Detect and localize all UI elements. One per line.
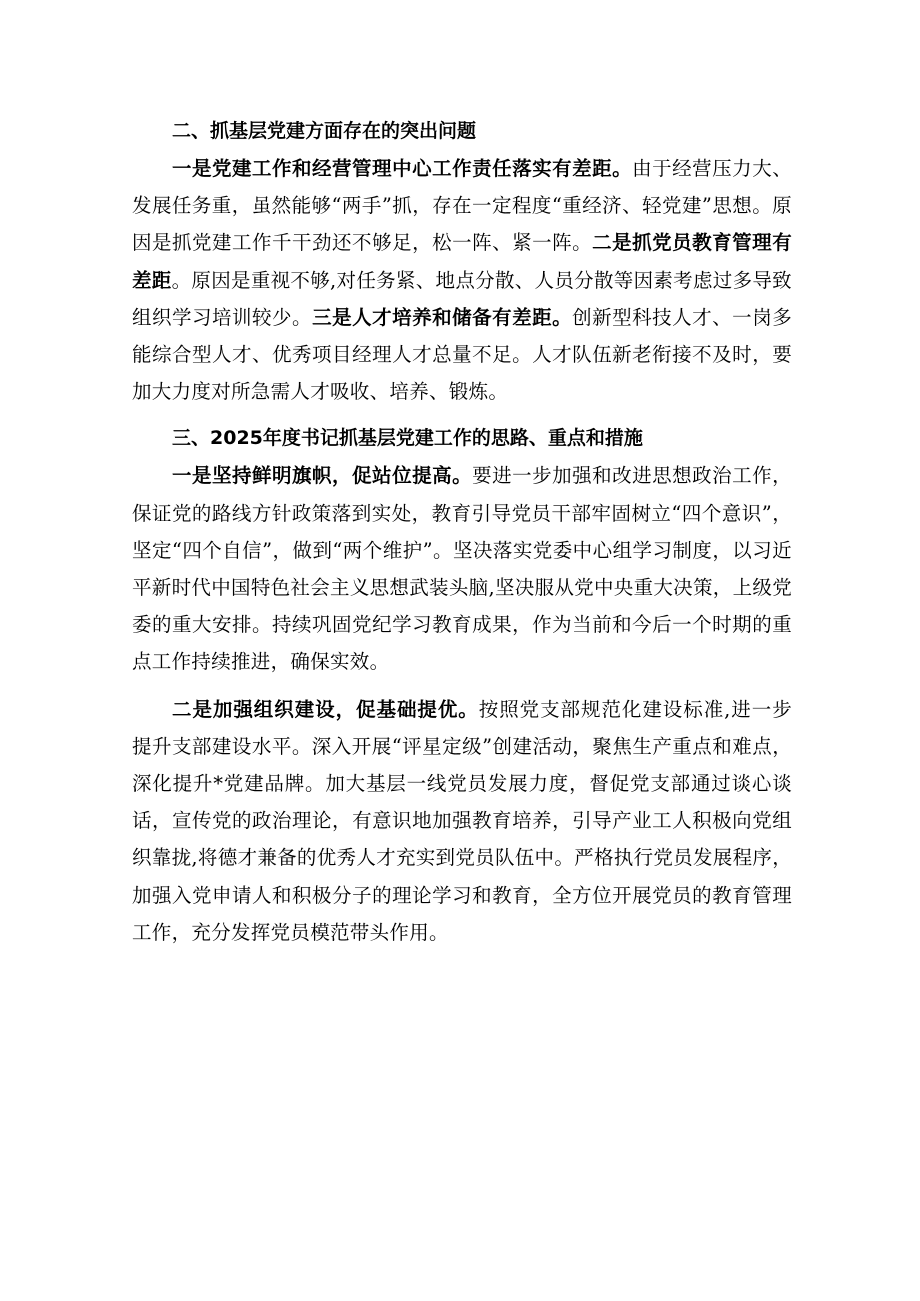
- measure-2-text: 按照党支部规范化建设标准,进一步提升支部建设水平。深入开展“评星定级”创建活动，聚焦生产重点和难点，深化提升*党建品牌。加大基层一线党员发展力度，督促党支部通过谈心谈话，宣传党的政治理论，有意识地加强教育培养，引导产业工人积极向党组织靠拢,将德才兼备的优秀人才充实到党员队伍中。严格执行党员发展程序，加强入党申请人和积极分子的理论学习和教育，全方位开展党员的教育管理工作，充分发挥党员模范带头作用。: [132, 697, 792, 944]
- measure-1-title: 一是坚持鲜明旗帜，促站位提高。: [172, 464, 473, 488]
- spacer: [132, 681, 792, 691]
- section-3-paragraph-1: [132, 457, 792, 680]
- measure-2-title: 二是加强组织建设，促基础提优。: [172, 697, 479, 721]
- point-2-title: 二是抓党员教育管理有差距: [132, 231, 792, 292]
- point-2-text: 。原因是重视不够,对任务紧、地点分散、人员分散等因素考虑过多导致组织学习培训较少。: [132, 268, 792, 329]
- section-2-paragraph: [132, 150, 792, 410]
- section-2-heading: 二、抓基层党建方面存在的突出问题: [172, 120, 477, 142]
- point-3-title: 三是人才培养和储备有差距。: [312, 305, 573, 329]
- section-3-heading: 三、2025年度书记抓基层党建工作的思路、重点和措施: [172, 427, 643, 450]
- section-3-paragraph-2: [132, 691, 792, 951]
- measure-1-text: 要进一步加强和改进思想政治工作，保证党的路线方针政策落到实处，教育引导党员干部牢固树立“四个意识”，坚定“四个自信”，做到“两个维护”。坚决落实党委中心组学习制度，以习近平新时代中国特色社会主义思想武装头脑,坚决服从党中央重大决策，上级党委的重大安排。持续巩固党纪学习教育成果，作为当前和今后一个时期的重点工作持续推进，确保实效。: [132, 464, 792, 674]
- document-body: [132, 113, 792, 951]
- point-1-title: 一是党建工作和经营管理中心工作责任落实有差距。: [172, 157, 633, 180]
- point-1-text: 由于经营压力大、发展任务重，虽然能够“两手”抓，存在一定程度“重经济、轻党建”思想。原因是抓党建工作千干劲还不够足，松一阵、紧一阵。: [132, 157, 793, 255]
- spacer: [132, 410, 792, 420]
- point-3-text: 创新型科技人才、一岗多能综合型人才、优秀项目经理人才总量不足。人才队伍新老衔接不及时，要加大力度对所急需人才吸收、培养、锻炼。: [132, 305, 792, 404]
